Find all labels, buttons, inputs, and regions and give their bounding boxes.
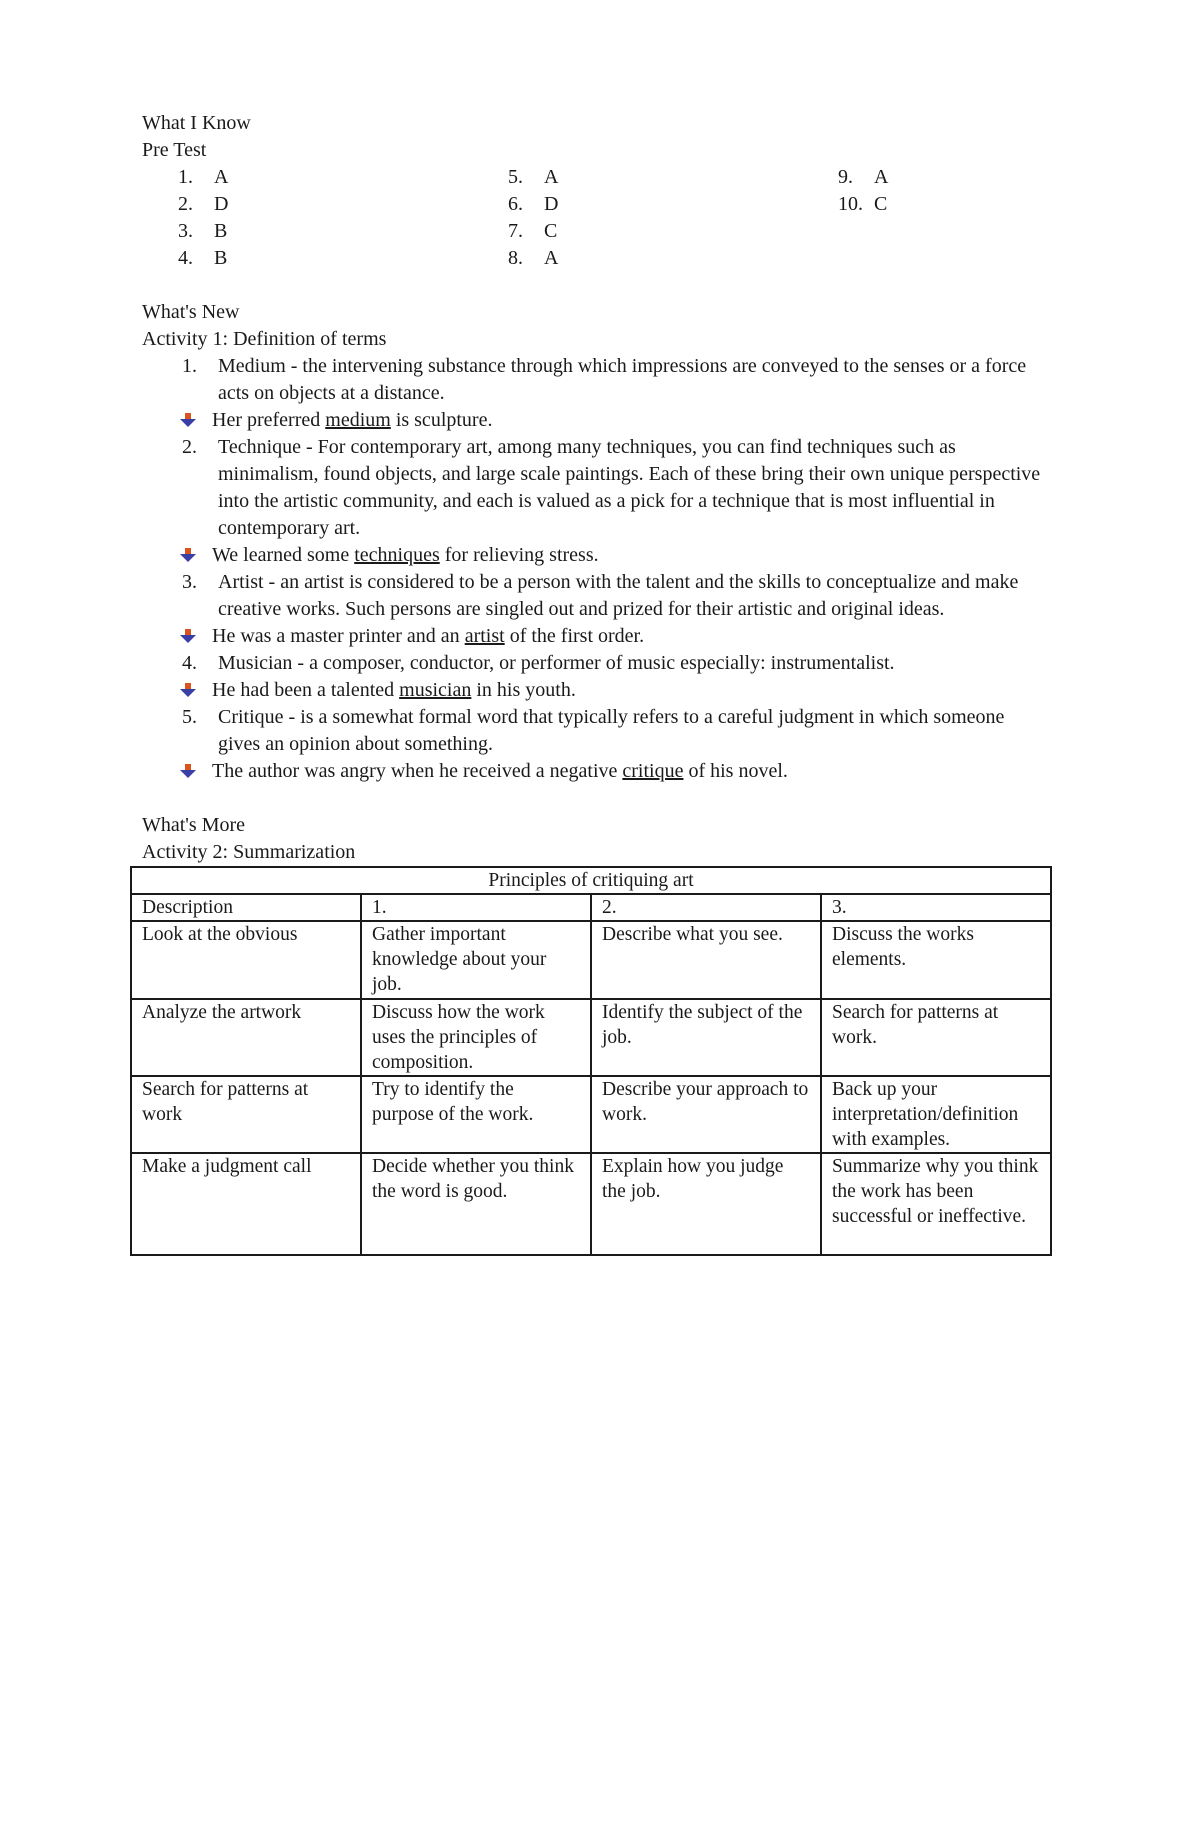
example-sentence xyxy=(142,677,1062,704)
table-cell: Make a judgment call xyxy=(131,1153,361,1255)
answer-column-1 xyxy=(178,164,228,272)
answer-item xyxy=(838,164,888,191)
activity-2-heading: Activity 2: Summarization xyxy=(142,841,356,863)
definition-number: 5. xyxy=(182,706,197,728)
example-suffix: in his youth. xyxy=(471,679,576,701)
table-row xyxy=(131,999,1051,1076)
table-cell: Search for patterns at work. xyxy=(821,999,1051,1076)
table-cell: Discuss how the work uses the principles of composition. xyxy=(361,999,591,1076)
answer-item xyxy=(508,164,558,191)
definition-item xyxy=(142,650,1062,677)
answer-column-2 xyxy=(508,164,558,272)
example-text xyxy=(212,407,492,434)
definition-number: 3. xyxy=(182,571,197,593)
answer-item xyxy=(178,245,228,272)
table-row xyxy=(131,1153,1051,1255)
example-text xyxy=(212,542,599,569)
example-term: musician xyxy=(399,679,472,701)
answer-column-3 xyxy=(838,164,888,218)
example-prefix: He was a master printer and an xyxy=(212,625,465,647)
answer-letter: D xyxy=(214,193,229,215)
table-cell: Look at the obvious xyxy=(131,921,361,999)
answer-number: 3. xyxy=(178,220,193,242)
example-text xyxy=(212,623,644,650)
document-page xyxy=(142,110,1062,1246)
example-prefix: The author was angry when he received a negative xyxy=(212,760,623,782)
example-term: critique xyxy=(622,760,684,782)
table-caption: Principles of critiquing art xyxy=(131,867,1051,894)
answer-letter: A xyxy=(214,166,229,188)
definition-text: Musician - a composer, conductor, or performer of music especially: instrumentalist. xyxy=(218,652,895,674)
table-cell: Identify the subject of the job. xyxy=(591,999,821,1076)
answer-letter: B xyxy=(214,247,228,269)
example-sentence xyxy=(142,758,1062,785)
definition-text: Medium - the intervening substance through which impressions are conveyed to the senses or a force acts on objects at a distance. xyxy=(218,355,1027,404)
definition-number: 4. xyxy=(182,652,197,674)
definition-item xyxy=(142,704,1062,758)
table-cell: Discuss the works elements. xyxy=(821,921,1051,999)
answer-letter: A xyxy=(874,166,889,188)
example-suffix: of his novel. xyxy=(683,760,788,782)
example-suffix: is sculpture. xyxy=(390,409,493,431)
answer-letter: C xyxy=(544,220,558,242)
example-prefix: Her preferred xyxy=(212,409,326,431)
answer-number: 7. xyxy=(508,220,523,242)
example-text xyxy=(212,758,788,785)
answer-item xyxy=(178,164,228,191)
example-term: techniques xyxy=(354,544,440,566)
table-cell: Try to identify the purpose of the work. xyxy=(361,1076,591,1153)
definition-text: Artist - an artist is considered to be a person with the talent and the skills to conceptualize and make creative works. Such persons are singled out and prized for their artistic and original ideas. xyxy=(218,571,1019,620)
definition-number: 2. xyxy=(182,436,197,458)
example-sentence xyxy=(142,407,1062,434)
arrow-bullet-icon xyxy=(142,758,212,785)
column-header: 1. xyxy=(361,894,591,921)
answer-number: 5. xyxy=(508,166,523,188)
answer-number: 2. xyxy=(178,193,193,215)
definition-number: 1. xyxy=(182,355,197,377)
answer-number: 6. xyxy=(508,193,523,215)
answer-number: 8. xyxy=(508,247,523,269)
answer-item xyxy=(178,191,228,218)
column-header: 2. xyxy=(591,894,821,921)
section-heading-what-i-know: What I Know xyxy=(142,112,251,134)
answer-letter: C xyxy=(874,193,888,215)
table-row xyxy=(131,1076,1051,1153)
column-header: Description xyxy=(131,894,361,921)
answer-number: 4. xyxy=(178,247,193,269)
table-cell: Summarize why you think the work has been successful or ineffective. xyxy=(821,1153,1051,1255)
arrow-bullet-icon xyxy=(142,677,212,704)
answer-item xyxy=(838,191,888,218)
principles-table xyxy=(130,866,1052,1256)
example-term: artist xyxy=(464,625,505,647)
definition-text: Technique - For contemporary art, among many techniques, you can find techniques such as minimalism, found objects, and large scale paintings. Each of these bring their own unique perspective into the artistic community, and each is valued as a pick for a technique that is most influential in contemporary art. xyxy=(218,436,1041,539)
table-cell: Search for patterns at work xyxy=(131,1076,361,1153)
table-cell: Explain how you judge the job. xyxy=(591,1153,821,1255)
table-caption-row xyxy=(131,867,1051,894)
answer-item xyxy=(178,218,228,245)
table-row xyxy=(131,921,1051,999)
arrow-bullet-icon xyxy=(142,407,212,434)
definition-text: Critique - is a somewhat formal word that typically refers to a careful judgment in which someone gives an opinion about something. xyxy=(218,706,1005,755)
answer-number: 10. xyxy=(838,193,863,215)
answer-letter: A xyxy=(544,247,559,269)
pre-test-answers xyxy=(142,164,1062,272)
answer-item xyxy=(508,191,558,218)
table-cell: Analyze the artwork xyxy=(131,999,361,1076)
table-header-row xyxy=(131,894,1051,921)
answer-number: 9. xyxy=(838,166,853,188)
example-sentence xyxy=(142,623,1062,650)
example-prefix: He had been a talented xyxy=(212,679,400,701)
table-wrapper xyxy=(142,866,1062,1246)
definition-item xyxy=(142,569,1062,623)
answer-letter: A xyxy=(544,166,559,188)
answer-item xyxy=(508,245,558,272)
section-heading-whats-new: What's New xyxy=(142,301,240,323)
table-cell: Describe what you see. xyxy=(591,921,821,999)
example-term: medium xyxy=(325,409,391,431)
pre-test-heading: Pre Test xyxy=(142,139,207,161)
answer-letter: D xyxy=(544,193,559,215)
example-suffix: for relieving stress. xyxy=(439,544,599,566)
definition-item xyxy=(142,353,1062,407)
table-cell: Decide whether you think the word is good. xyxy=(361,1153,591,1255)
definition-item xyxy=(142,434,1062,542)
activity-1-heading: Activity 1: Definition of terms xyxy=(142,328,387,350)
section-heading-whats-more: What's More xyxy=(142,814,246,836)
example-text xyxy=(212,677,576,704)
arrow-bullet-icon xyxy=(142,623,212,650)
arrow-bullet-icon xyxy=(142,542,212,569)
answer-number: 1. xyxy=(178,166,193,188)
answer-item xyxy=(508,218,558,245)
spacer xyxy=(142,785,1062,812)
example-sentence xyxy=(142,542,1062,569)
table-cell: Describe your approach to work. xyxy=(591,1076,821,1153)
column-header: 3. xyxy=(821,894,1051,921)
table-cell: Gather important knowledge about your job. xyxy=(361,921,591,999)
answer-letter: B xyxy=(214,220,228,242)
example-suffix: of the first order. xyxy=(504,625,645,647)
spacer xyxy=(142,272,1062,299)
example-prefix: We learned some xyxy=(212,544,355,566)
table-cell: Back up your interpretation/definition with examples. xyxy=(821,1076,1051,1153)
